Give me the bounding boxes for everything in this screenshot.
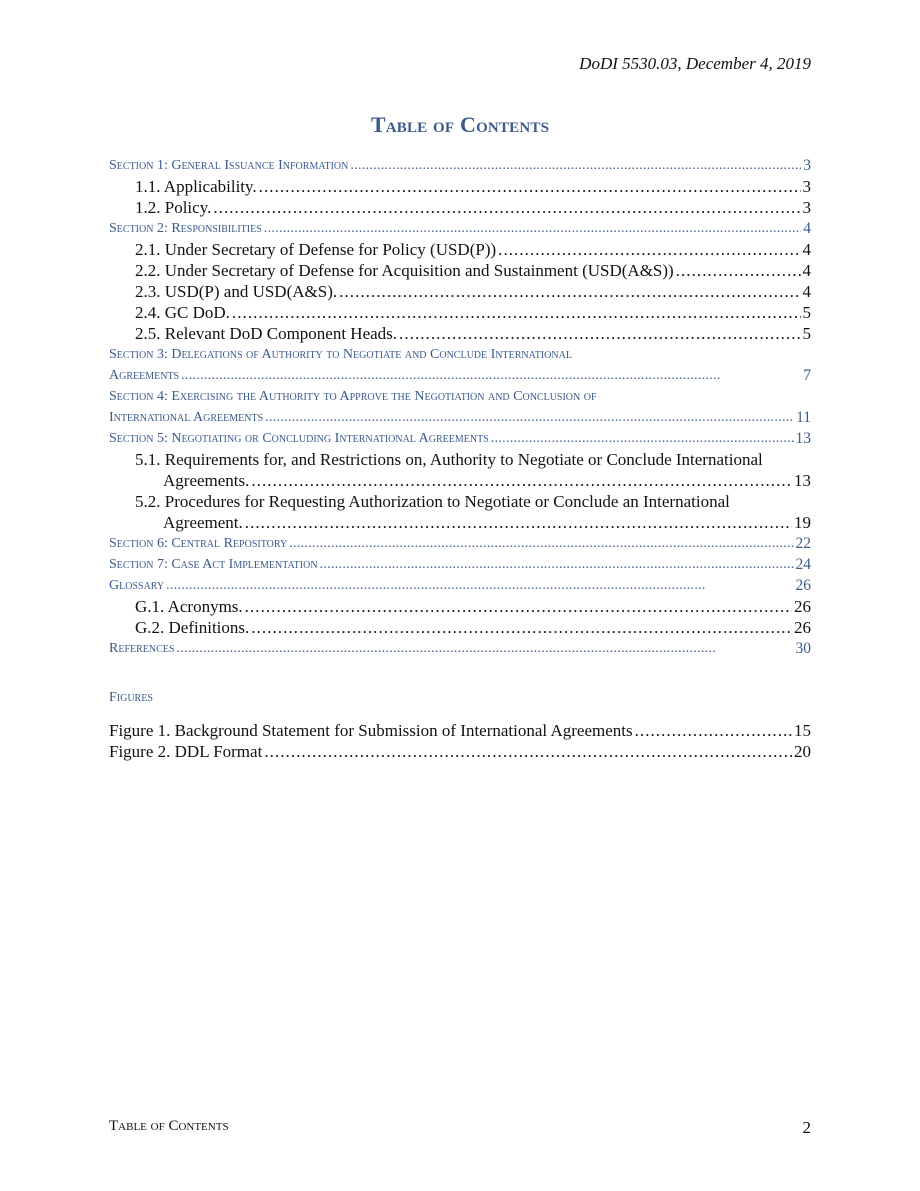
dot-leader [213,197,800,218]
toc-entry-page: 26 [794,618,811,637]
toc-entry-2-3[interactable] [109,281,811,302]
toc-entry-label: Section 5: Negotiating or Concluding International Agreements [109,431,489,446]
dot-leader [232,302,801,323]
toc-entry-page: 26 [794,597,811,616]
toc-entry-label: References [109,641,175,656]
toc-entry-page: 11 [796,409,811,426]
dot-leader [320,554,794,575]
toc-entry-label: International Agreements [109,410,264,425]
page-footer [109,1118,811,1138]
toc-entry-5-2[interactable] [109,512,811,533]
toc-entry-1-2[interactable] [109,197,811,218]
dot-leader [251,617,792,638]
toc-entry-label: 2.2. Under Secretary of Defense for Acquisition and Sustainment (USD(A&S)) [135,261,674,280]
dot-leader [498,239,800,260]
toc-entry-page: 22 [795,535,811,552]
toc-entry-5-2-line-1[interactable]: 5.2. Procedures for Requesting Authorization to Negotiate or Conclude an International [135,492,730,511]
toc-entry-5-1-line-1[interactable]: 5.1. Requirements for, and Restrictions on, Authority to Negotiate or Conclude International [135,450,763,469]
dot-leader [350,155,801,176]
toc-entry-page: 5 [802,303,811,322]
toc-entry-label: Section 7: Case Act Implementation [109,557,318,572]
toc-entry-section-1[interactable] [109,155,811,176]
toc-entry-page: 4 [802,261,811,280]
dot-leader [264,741,792,762]
toc-entry-page: 3 [803,157,811,174]
toc-entry-label: 1.1. Applicability. [135,177,257,196]
page-title: Table of Contents [370,112,550,137]
toc-entry-2-1[interactable] [109,239,811,260]
figure-entry-1[interactable] [109,720,811,741]
toc-entry-label: Section 1: General Issuance Information [109,158,349,173]
toc-entry-2-2[interactable] [109,260,811,281]
toc-entry-page: 30 [795,640,811,657]
page-number: 2 [802,1118,811,1137]
toc-entry-label: Glossary [109,578,165,593]
figures-heading: Figures [109,690,153,705]
figure-entry-page: 20 [794,742,811,761]
toc-entry-page: 13 [794,471,811,490]
toc-entry-label: 2.5. Relevant DoD Component Heads. [135,324,398,343]
running-header: DoDI 5530.03, December 4, 2019 [579,54,811,73]
toc-entry-label: Agreement. [163,513,243,532]
dot-leader [635,720,792,741]
toc-entry-section-6[interactable] [109,533,811,554]
toc-entry-section-4-line-1[interactable]: Section 4: Exercising the Authority to Approve the Negotiation and Conclusion of [109,389,597,404]
figure-entry-page: 15 [794,721,811,740]
toc-entry-glossary[interactable] [109,575,811,596]
toc-entry-section-7[interactable] [109,554,811,575]
toc-entry-2-5[interactable] [109,323,811,344]
dot-leader [176,638,793,659]
toc-entry-label: 1.2. Policy. [135,198,212,217]
toc-entry-page: 4 [802,282,811,301]
toc-entry-label: 2.3. USD(P) and USD(A&S). [135,282,338,301]
toc-entry-1-1[interactable] [109,176,811,197]
toc-entry-label: Agreements [109,368,180,383]
toc-entry-page: 3 [802,198,811,217]
toc-entry-section-5[interactable] [109,428,811,449]
dot-leader [289,533,793,554]
toc-entry-page: 5 [802,324,811,343]
dot-leader [259,176,801,197]
dot-leader [181,365,801,386]
toc-entry-page: 19 [794,513,811,532]
dot-leader [399,323,800,344]
footer-section-label: Table of Contents [109,1118,229,1134]
toc-entry-page: 26 [795,577,811,594]
dot-leader [265,407,794,428]
toc-entry-section-3-line-1[interactable]: Section 3: Delegations of Authority to Negotiate and Conclude International [109,347,572,362]
dot-leader [245,596,792,617]
toc-entry-2-4[interactable] [109,302,811,323]
toc-entry-section-4[interactable] [109,407,811,428]
toc-entry-page: 7 [803,367,811,384]
toc-entry-label: Section 6: Central Repository [109,536,288,551]
toc-entry-page: 13 [795,430,811,447]
toc-entry-label: Section 2: Responsibilities [109,221,262,236]
toc-entry-5-1[interactable] [109,470,811,491]
toc-entry-references[interactable] [109,638,811,659]
figure-entry-label: Figure 2. DDL Format [109,742,263,761]
dot-leader [166,575,793,596]
toc-entry-page: 3 [802,177,811,196]
figure-entry-label: Figure 1. Background Statement for Submission of International Agreements [109,721,633,740]
figure-entry-2[interactable] [109,741,811,762]
toc-entry-g-2[interactable] [109,617,811,638]
toc-entry-label: 2.1. Under Secretary of Defense for Policy (USD(P)) [135,240,497,259]
dot-leader [251,470,792,491]
toc-entry-label: G.2. Definitions. [135,618,250,637]
toc-entry-label: 2.4. GC DoD. [135,303,230,322]
toc-entry-label: G.1. Acronyms. [135,597,243,616]
toc-entry-page: 4 [803,220,811,237]
dot-leader [245,512,792,533]
dot-leader [264,218,801,239]
toc-entry-section-2[interactable] [109,218,811,239]
dot-leader [491,428,794,449]
toc-entry-section-3[interactable] [109,365,811,386]
dot-leader [676,260,801,281]
dot-leader [339,281,800,302]
toc-entry-g-1[interactable] [109,596,811,617]
list-of-figures [109,720,811,762]
toc-entry-page: 4 [802,240,811,259]
toc-entry-label: Agreements. [163,471,250,490]
table-of-contents [109,155,811,659]
toc-entry-page: 24 [795,556,811,573]
